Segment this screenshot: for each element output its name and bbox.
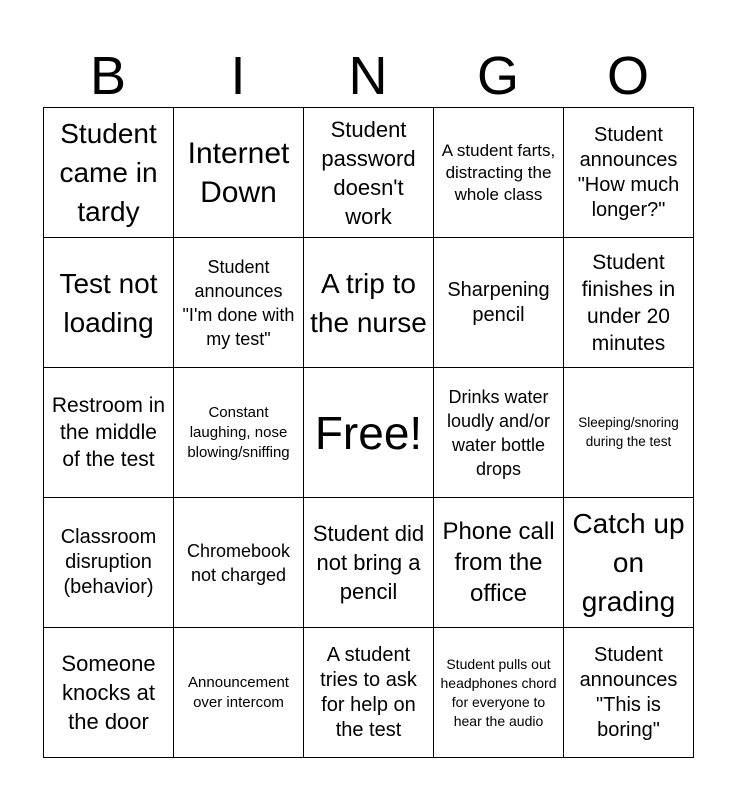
bingo-cell-r5-c3[interactable]: [304, 628, 434, 758]
bingo-cell-text: Sharpening pencil: [447, 278, 550, 326]
header-letter-g: G: [476, 46, 519, 106]
bingo-cell-text: Student did not bring a pencil: [312, 521, 425, 604]
bingo-cell-text: Student finishes in under 20 minutes: [581, 250, 676, 355]
bingo-cell-r5-c2[interactable]: [174, 628, 304, 758]
bingo-header: [43, 44, 693, 108]
bingo-cell-text: Drinks water loudly and/or water bottle drops: [446, 386, 551, 479]
header-letter-o: O: [606, 46, 649, 106]
bingo-cell-r1-c3[interactable]: [304, 108, 434, 238]
bingo-cell-text: Student announces "I'm done with my test": [182, 256, 295, 349]
bingo-cell-r5-c5[interactable]: [564, 628, 694, 758]
bingo-cell-r5-c4[interactable]: [434, 628, 564, 758]
bingo-cell-text: Student announces "This is boring": [579, 643, 678, 741]
bingo-cell-text: Constant laughing, nose blowing/sniffing: [187, 403, 290, 461]
bingo-cell-text: Chromebook not charged: [186, 540, 291, 585]
bingo-cell-r3-c1[interactable]: [44, 368, 174, 498]
bingo-cell-text: A trip to the nurse: [310, 267, 427, 338]
header-letter-i: I: [230, 46, 246, 106]
bingo-cell-r3-c2[interactable]: [174, 368, 304, 498]
bingo-cell-text: Someone knocks at the door: [61, 651, 156, 734]
bingo-cell-text: Student pulls out headphones chord for everyone to hear the audio: [440, 655, 557, 729]
bingo-cell-r3-c4[interactable]: [434, 368, 564, 498]
bingo-cell-r3-c5[interactable]: [564, 368, 694, 498]
bingo-cell-r1-c5[interactable]: [564, 108, 694, 238]
bingo-cell-text: Student announces "How much longer?": [577, 123, 680, 221]
bingo-cell-text: Student came in tardy: [59, 118, 158, 227]
bingo-cell-r5-c1[interactable]: [44, 628, 174, 758]
bingo-cell-r1-c1[interactable]: [44, 108, 174, 238]
bingo-cell-text: A student farts, distracting the whole class: [441, 140, 556, 204]
bingo-cell-r4-c3[interactable]: [304, 498, 434, 628]
bingo-cell-text: Student password doesn't work: [321, 116, 416, 229]
bingo-cell-r2-c1[interactable]: [44, 238, 174, 368]
bingo-cell-text: Restroom in the middle of the test: [51, 394, 166, 471]
bingo-card-grid: [43, 107, 694, 758]
bingo-cell-r2-c2[interactable]: [174, 238, 304, 368]
bingo-cell-r1-c4[interactable]: [434, 108, 564, 238]
header-letter-b: B: [89, 46, 127, 106]
bingo-cell-text: Catch up on grading: [572, 508, 685, 617]
bingo-cell-text: A student tries to ask for help on the test: [320, 643, 417, 741]
bingo-cell-text: Classroom disruption (behavior): [60, 526, 157, 598]
bingo-cell-text: Sleeping/snoring during the test: [578, 415, 679, 449]
bingo-free-space[interactable]: [304, 368, 434, 498]
bingo-cell-r4-c4[interactable]: [434, 498, 564, 628]
bingo-cell-text: Internet Down: [187, 136, 290, 209]
free-space-text: Free!: [314, 406, 423, 459]
bingo-cell-r2-c4[interactable]: [434, 238, 564, 368]
bingo-cell-r4-c5[interactable]: [564, 498, 694, 628]
bingo-cell-r2-c3[interactable]: [304, 238, 434, 368]
bingo-cell-text: Test not loading: [59, 267, 158, 338]
bingo-cell-r4-c2[interactable]: [174, 498, 304, 628]
bingo-cell-r4-c1[interactable]: [44, 498, 174, 628]
bingo-cell-text: Phone call from the office: [442, 518, 555, 607]
bingo-cell-r1-c2[interactable]: [174, 108, 304, 238]
bingo-cell-text: Announcement over intercom: [188, 673, 289, 711]
header-letter-n: N: [348, 46, 388, 106]
bingo-cell-r2-c5[interactable]: [564, 238, 694, 368]
